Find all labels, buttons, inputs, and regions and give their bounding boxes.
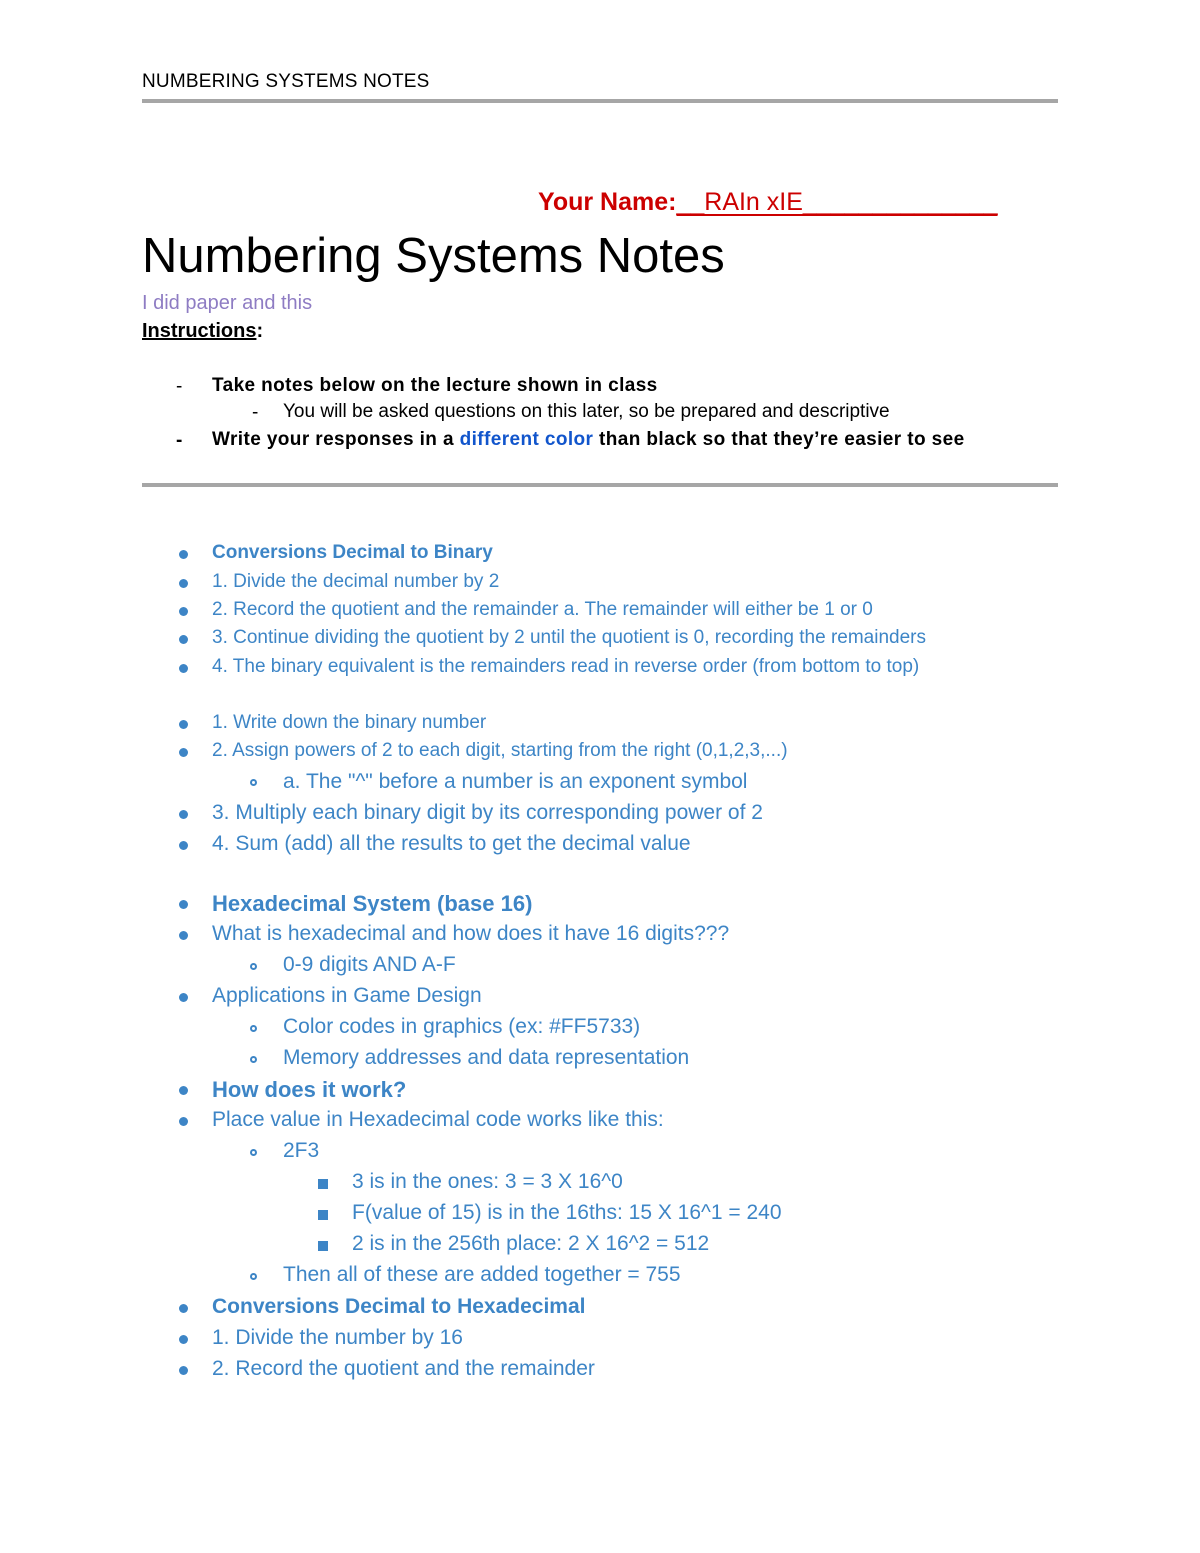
bullet-dot — [179, 664, 188, 673]
note-item: Place value in Hexadecimal code works like this: — [212, 1108, 664, 1131]
dash-marker: - — [176, 430, 183, 451]
note-item: 4. Sum (add) all the results to get the decimal value — [212, 832, 691, 855]
note-subitem: 0-9 digits AND A-F — [283, 953, 456, 976]
note-item: 2. Record the quotient and the remainder — [212, 1357, 595, 1380]
instructions-colon: : — [256, 320, 264, 342]
note-item: What is hexadecimal and how does it have 16 digits??? — [212, 922, 730, 945]
bullet-dot — [179, 931, 188, 940]
bullet-dot — [179, 1117, 188, 1126]
note-subsubitem: F(value of 15) is in the 16ths: 15 X 16^1 = 240 — [352, 1201, 782, 1224]
bullet-dot — [179, 1366, 188, 1375]
bullet-dot — [179, 579, 188, 588]
name-line — [538, 188, 998, 217]
bullet-dot — [179, 1304, 188, 1313]
bullet-dot — [179, 841, 188, 850]
instruction-item-2-post: than black so that they’re easier to see — [593, 429, 965, 450]
note-heading-hexadecimal: Hexadecimal System (base 16) — [212, 891, 533, 916]
document-title: Numbering Systems Notes — [142, 229, 725, 283]
note-heading-decimal-to-hex: Conversions Decimal to Hexadecimal — [212, 1295, 586, 1318]
bullet-circle — [250, 1149, 257, 1156]
bullet-dot — [179, 635, 188, 644]
bullet-dot — [179, 607, 188, 616]
note-subsubitem: 3 is in the ones: 3 = 3 X 16^0 — [352, 1170, 623, 1193]
note-subsubitem: 2 is in the 256th place: 2 X 16^2 = 512 — [352, 1232, 710, 1255]
instruction-item-2 — [212, 429, 965, 451]
name-label: Your Name: — [538, 188, 677, 216]
bullet-dot — [179, 810, 188, 819]
bullet-square — [318, 1241, 328, 1251]
instruction-item-2-pre: Write your responses in a — [212, 429, 460, 450]
note-item: 2. Assign powers of 2 to each digit, starting from the right (0,1,2,3,...) — [212, 740, 788, 761]
note-subitem: Color codes in graphics (ex: #FF5733) — [283, 1015, 641, 1038]
note-item: 3. Continue dividing the quotient by 2 until the quotient is 0, recording the remainders — [212, 627, 927, 648]
note-subitem: a. The "^" before a number is an exponent symbol — [283, 770, 748, 793]
note-item: 2. Record the quotient and the remainder a. The remainder will either be 1 or 0 — [212, 599, 873, 620]
bullet-circle — [250, 779, 257, 786]
bullet-dot — [179, 1086, 188, 1095]
bullet-dot — [179, 1335, 188, 1344]
note-item: 3. Multiply each binary digit by its corresponding power of 2 — [212, 801, 763, 824]
note-item: 1. Divide the number by 16 — [212, 1326, 463, 1349]
dash-marker: - — [252, 402, 259, 423]
note-item: 1. Write down the binary number — [212, 712, 487, 733]
note-subitem: 2F3 — [283, 1139, 320, 1162]
subtitle: I did paper and this — [142, 292, 313, 314]
note-item: Applications in Game Design — [212, 984, 482, 1007]
note-item: 1. Divide the decimal number by 2 — [212, 571, 500, 592]
bullet-circle — [250, 963, 257, 970]
bullet-square — [318, 1210, 328, 1220]
bullet-dot — [179, 550, 188, 559]
bullet-dot — [179, 993, 188, 1002]
note-heading-decimal-to-binary: Conversions Decimal to Binary — [212, 542, 493, 563]
note-subitem: Memory addresses and data representation — [283, 1046, 690, 1069]
different-color-highlight: different color — [459, 429, 594, 450]
header-rule — [142, 99, 1058, 103]
instruction-item-1-sub: You will be asked questions on this later, so be prepared and descriptive — [283, 401, 890, 422]
note-subitem: Then all of these are added together = 755 — [283, 1263, 681, 1286]
bullet-circle — [250, 1056, 257, 1063]
note-item: 4. The binary equivalent is the remainders read in reverse order (from bottom to top) — [212, 656, 920, 677]
name-value: __RAIn xIE______________ — [676, 188, 998, 216]
bullet-dot — [179, 748, 188, 757]
page-header: NUMBERING SYSTEMS NOTES — [142, 71, 430, 92]
dash-marker: - — [176, 376, 183, 397]
bullet-dot — [179, 720, 188, 729]
instruction-item-1: Take notes below on the lecture shown in class — [212, 375, 658, 396]
bullet-dot — [179, 900, 188, 909]
instructions-label: Instructions — [142, 320, 257, 342]
bullet-circle — [250, 1025, 257, 1032]
section-rule — [142, 483, 1058, 487]
note-heading-how-it-works: How does it work? — [212, 1077, 407, 1102]
bullet-square — [318, 1179, 328, 1189]
instructions-heading — [142, 320, 263, 343]
bullet-circle — [250, 1273, 257, 1280]
